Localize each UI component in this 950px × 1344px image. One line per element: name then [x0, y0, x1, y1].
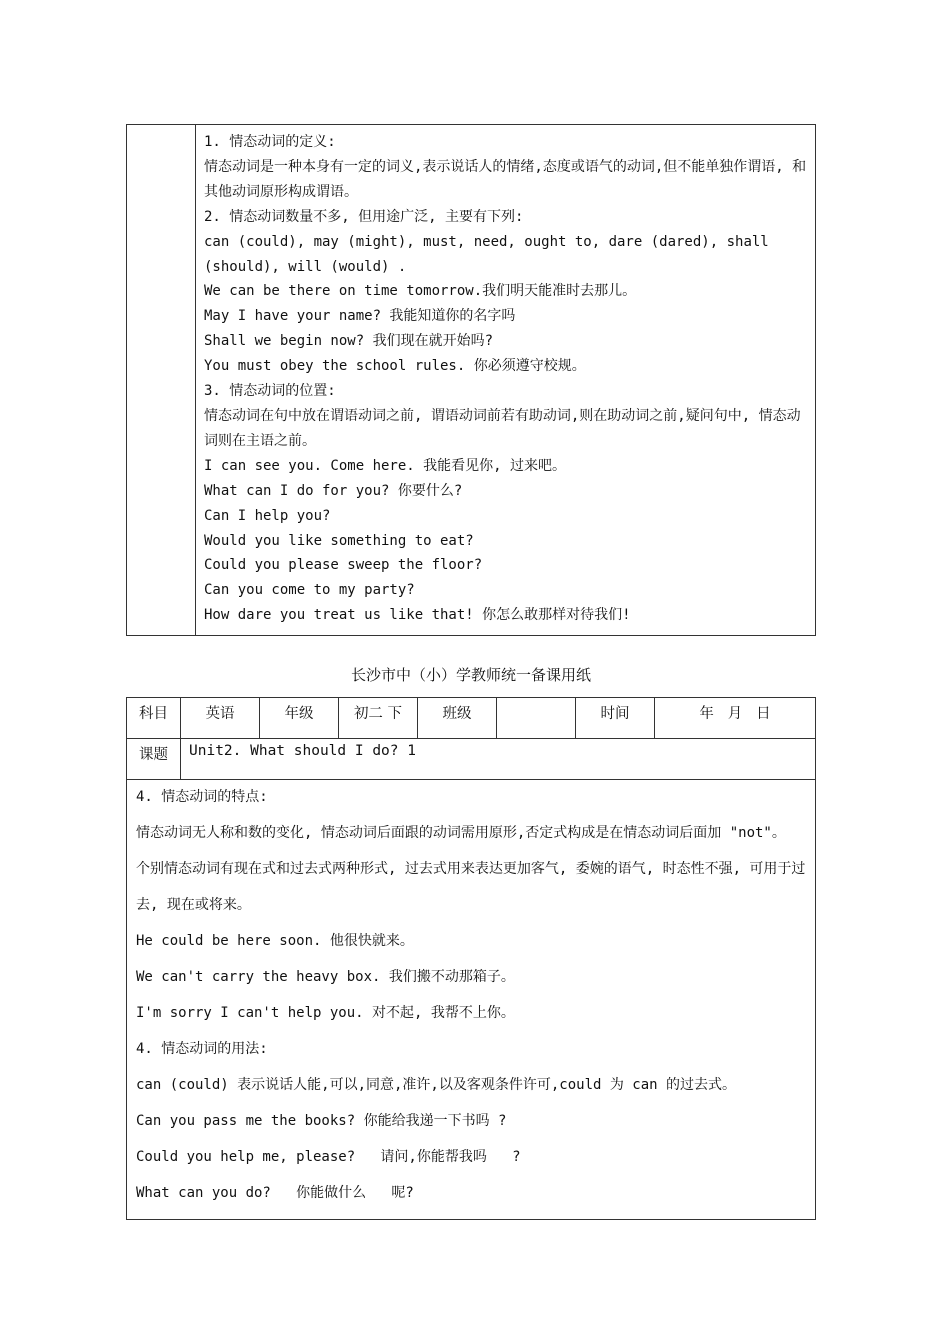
example-sentence: We can't carry the heavy box. 我们搬不动那箱子。	[136, 969, 515, 985]
top-content-cell	[196, 125, 816, 636]
example-sentence: I'm sorry I can't help you. 对不起, 我帮不上你。	[136, 1005, 515, 1021]
list-heading: 2. 情态动词数量不多, 但用途广泛, 主要有下列:	[204, 208, 524, 225]
example-sentence: Can I help you?	[204, 507, 331, 524]
example-sentence: I can see you. Come here. 我能看见你, 过来吧。	[204, 457, 567, 474]
modal-verb-list: can (could), may (might), must, need, ought to, dare (dared), shall (should), will (would) .	[204, 233, 769, 275]
usage-text: can (could) 表示说话人能,可以,同意,准许,以及客观条件许可,could 为 can 的过去式。	[136, 1077, 737, 1093]
grade-label: 年级	[260, 698, 339, 739]
example-sentence: Could you please sweep the floor?	[204, 557, 483, 574]
time-label: 时间	[576, 698, 655, 739]
usage-heading: 4. 情态动词的用法:	[136, 1041, 268, 1057]
top-table	[126, 124, 816, 636]
class-value	[497, 698, 576, 739]
example-sentence: We can be there on time tomorrow.我们明天能准时去那儿。	[204, 283, 637, 300]
example-sentence: What can I do for you? 你要什么?	[204, 482, 463, 499]
example-sentence: You must obey the school rules. 你必须遵守校规。	[204, 358, 586, 375]
top-left-cell	[127, 125, 196, 636]
example-sentence: Shall we begin now? 我们现在就开始吗?	[204, 333, 494, 350]
position-text: 情态动词在句中放在谓语动词之前, 谓语动词前若有助动词,则在助动词之前,疑问句中, 情态动词则在主语之前。	[204, 407, 801, 449]
grade-value: 初二 下	[339, 698, 418, 739]
topic-value: Unit2. What should I do? 1	[181, 739, 816, 780]
features-heading: 4. 情态动词的特点:	[136, 789, 268, 805]
header-table	[126, 697, 816, 780]
example-sentence: What can you do? 你能做什么 呢?	[136, 1185, 414, 1201]
class-label: 班级	[418, 698, 497, 739]
time-value: 年 月 日	[655, 698, 816, 739]
definition-heading: 1. 情态动词的定义:	[204, 134, 336, 150]
topic-label: 课题	[127, 739, 181, 780]
subject-value: 英语	[181, 698, 260, 739]
example-sentence: May I have your name? 我能知道你的名字吗	[204, 308, 516, 325]
example-sentence: Can you pass me the books? 你能给我递一下书吗 ?	[136, 1113, 507, 1129]
example-sentence: Could you help me, please? 请问,你能帮我吗 ?	[136, 1149, 521, 1165]
example-sentence: How dare you treat us like that! 你怎么敢那样对待我们!	[204, 607, 631, 624]
subject-label: 科目	[127, 698, 181, 739]
features-text: 情态动词无人称和数的变化, 情态动词后面跟的动词需用原形,否定式构成是在情态动词后面加 "not"。 个别情态动词有现在式和过去式两种形式, 过去式用来表达更加客气, 委婉的语气, 时态性不强, 可用于过去, 现在或将来。	[136, 825, 806, 913]
position-heading: 3. 情态动词的位置:	[204, 383, 336, 400]
definition-text: 情态动词是一种本身有一定的词义,表示说话人的情绪,态度或语气的动词,但不能单独作谓语, 和其他动词原形构成谓语。	[204, 158, 807, 200]
example-sentence: Can you come to my party?	[204, 582, 415, 599]
example-sentence: Would you like something to eat?	[204, 532, 474, 549]
lesson-plan-title: 长沙市中（小）学教师统一备课用纸	[350, 666, 591, 684]
example-sentence: He could be here soon. 他很快就来。	[136, 933, 414, 949]
lesson-body	[126, 773, 816, 1220]
